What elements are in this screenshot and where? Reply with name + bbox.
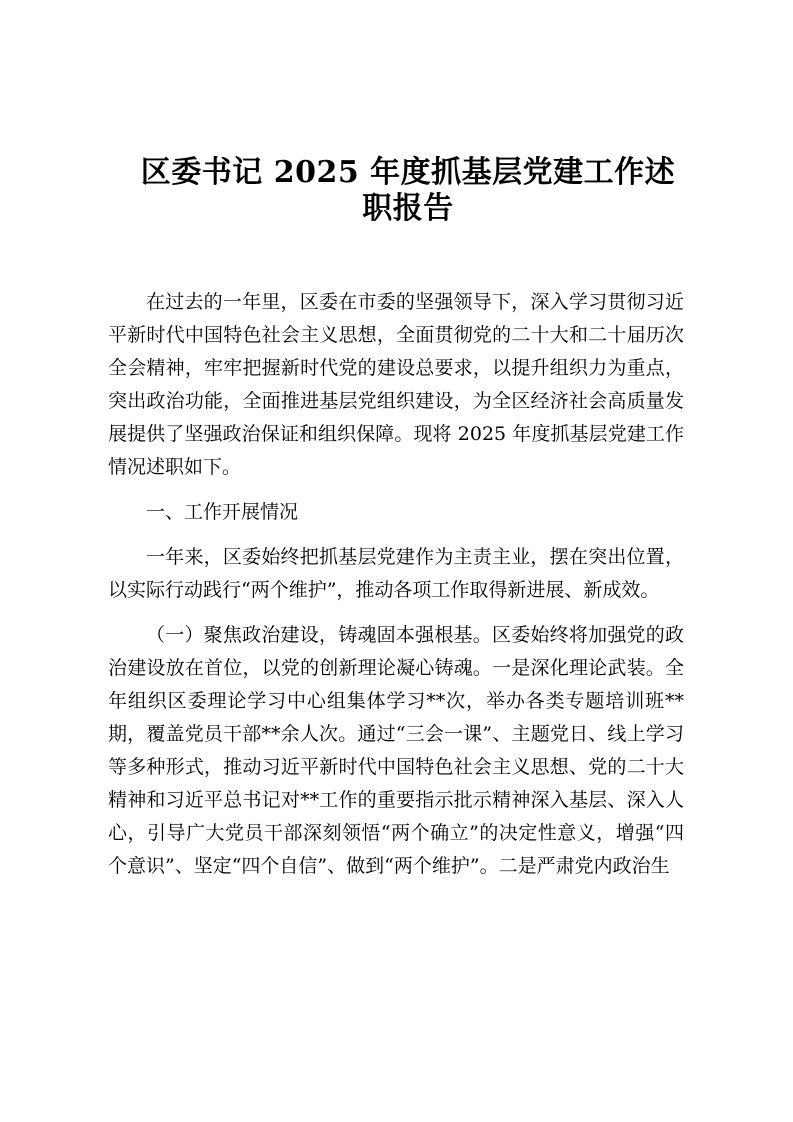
document-body — [108, 286, 684, 895]
title-line-1: 区委书记 2025 年度抓基层党建工作述 — [140, 155, 676, 190]
intro-paragraph: 在过去的一年里，区委在市委的坚强领导下，深入学习贯彻习近平新时代中国特色社会主义思想，全面贯彻党的二十大和二十届历次全会精神，牢牢把握新时代党的建设总要求，以提升组织力为重点，突出政治功能，全面推进基层党组织建设，为全区经济社会高质量发展提供了坚强政治保证和组织保障。现将 2025 年度抓基层党建工作情况述职如下。 — [108, 291, 684, 478]
document-title — [108, 155, 708, 227]
title-line-2: 职报告 — [362, 191, 454, 226]
section-heading-work-progress: 一、工作开展情况 — [146, 501, 299, 523]
section-intro-paragraph: 一年来，区委始终把抓基层党建作为主责主业，摆在突出位置，以实际行动践行“两个维护”，推动各项工作取得新进展、新成效。 — [108, 546, 684, 601]
subsection-political-building-paragraph: （一）聚焦政治建设，铸魂固本强根基。区委始终将加强党的政治建设放在首位，以党的创新理论凝心铸魂。一是深化理论武装。全年组织区委理论学习中心组集体学习**次，举办各类专题培训班**期，覆盖党员干部**余人次。通过“三会一课”、主题党日、线上学习等多种形式，推动习近平新时代中国特色社会主义思想、党的二十大精神和习近平总书记对**工作的重要指示批示精神深入基层、深入人心，引导广大党员干部深刻领悟“两个确立”的决定性意义，增强“四个意识”、坚定“四个自信”、做到“两个维护”。二是严肃党内政治生 — [108, 624, 684, 877]
